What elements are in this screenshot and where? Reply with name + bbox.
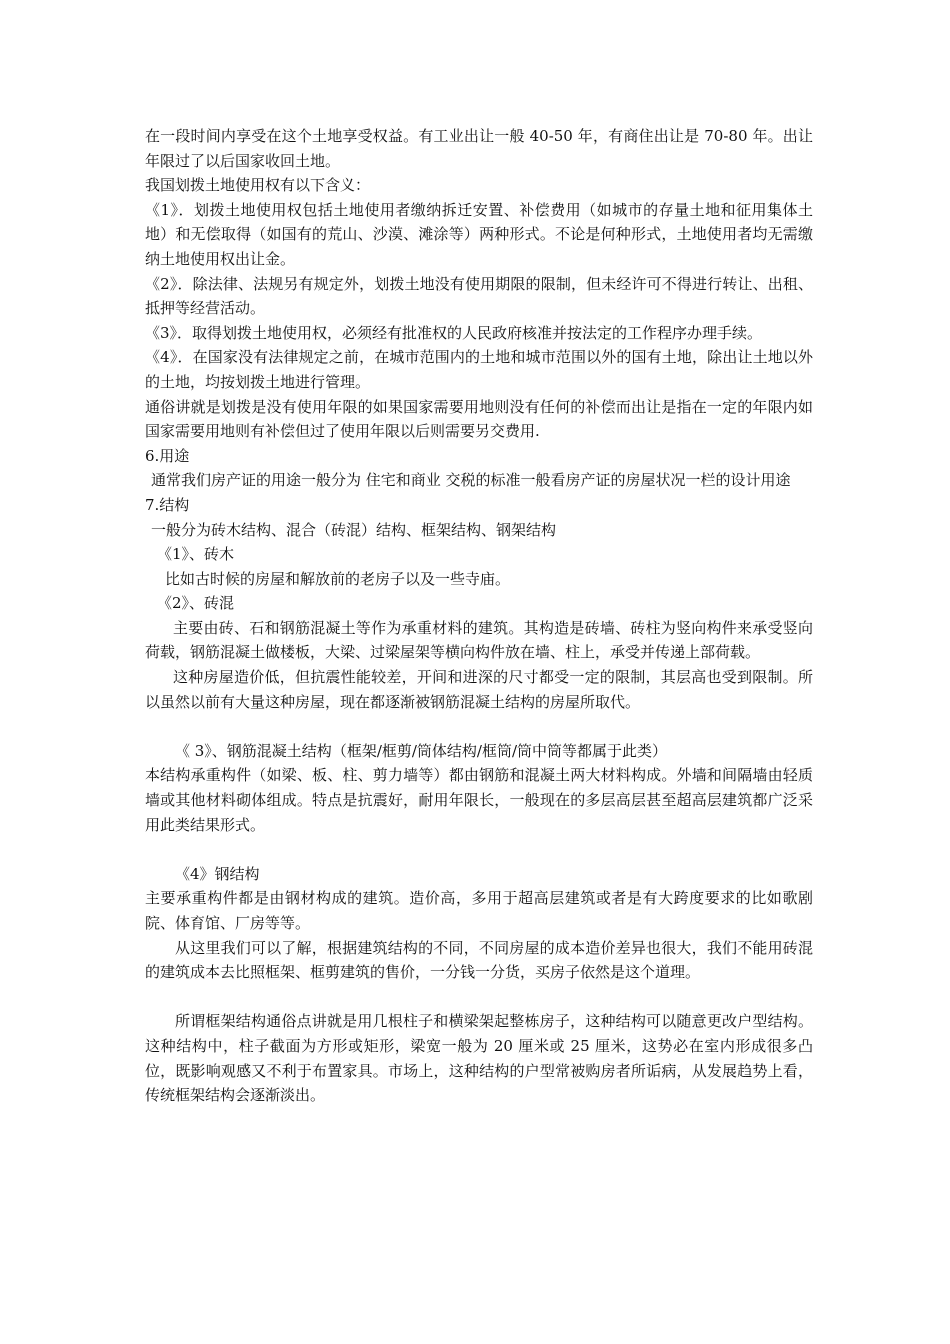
blank-line — [145, 985, 813, 1010]
document-page — [145, 124, 813, 1108]
subheading-brick-concrete: 《2》、砖混 — [157, 594, 235, 613]
paragraph-plain-explanation: 通俗讲就是划拨是没有使用年限的如果国家需要用地则没有任何的补偿而出让是指在一定的年限内如国家需要用地则有补偿但过了使用年限以后则需要另交费用. — [145, 397, 813, 441]
paragraph-frame-structure: 所谓框架结构通俗点讲就是用几根柱子和横梁架起整栋房子，这种结构可以随意更改户型结构。这种结构中，柱子截面为方形或矩形，梁宽一般为 20 厘米或 25 厘米，这势必在室内形成很多凸位，既影响观感又不利于布置家具。市场上，这种结构的户型常被购房者所诟病，从发展趋势上看，传统框架结构会逐渐淡出。 — [145, 1012, 813, 1105]
paragraph-brick-concrete-cost: 这种房屋造价低，但抗震性能较差，开间和进深的尺寸都受一定的限制，其层高也受到限制。所以虽然以前有大量这种房屋，现在都逐渐被钢筋混凝土结构的房屋所取代。 — [145, 668, 813, 711]
blank-line — [145, 837, 813, 862]
section-heading-structure: 7.结构 — [145, 495, 190, 514]
paragraph-reinforced-concrete-body: 本结构承重构件（如梁、板、柱、剪力墙等）都由钢筋和混凝土两大材料构成。外墙和间隔墙由轻质墙或其他材料砌体组成。特点是抗震好，耐用年限长，一般现在的多层高层甚至超高层建筑都广泛采用此类结果形式。 — [145, 766, 813, 834]
section-heading-usage: 6.用途 — [145, 446, 190, 465]
paragraph-cost-comparison: 从这里我们可以了解，根据建筑结构的不同，不同房屋的成本造价差异也很大，我们不能用砖混的建筑成本去比照框架、框剪建筑的售价，一分钱一分货，买房子依然是这个道理。 — [145, 938, 813, 982]
paragraph-allocation-intro: 我国划拨土地使用权有以下含义： — [145, 176, 371, 195]
blank-line — [145, 714, 813, 739]
paragraph-allocation-item-4: 《4》．在国家没有法律规定之前，在城市范围内的土地和城市范围以外的国有土地，除出让土地以外的土地，均按划拨土地进行管理。 — [145, 348, 813, 391]
paragraph-allocation-item-3: 《3》．取得划拨土地使用权，必须经有批准权的人民政府核准并按法定的工作程序办理手续。 — [145, 323, 763, 342]
paragraph-allocation-item-2: 《2》．除法律、法规另有规定外，划拨土地没有使用期限的限制，但未经许可不得进行转让、出租、抵押等经营活动。 — [145, 274, 813, 318]
paragraph-land-transfer-term: 在一段时间内享受在这个土地享受权益。有工业出让一般 40-50 年，有商住出让是 70-80 年。出让年限过了以后国家收回土地。 — [145, 127, 813, 170]
paragraph-brick-wood-body: 比如古时候的房屋和解放前的老房子以及一些寺庙。 — [165, 569, 511, 588]
paragraph-usage-body: 通常我们房产证的用途一般分为 住宅和商业 交税的标准一般看房产证的房屋状况一栏的设计用途 — [151, 471, 791, 490]
paragraph-allocation-item-1: 《1》．划拨土地使用权包括土地使用者缴纳拆迁安置、补偿费用（如城市的存量土地和征用集体土地）和无偿取得（如国有的荒山、沙漠、滩涂等）两种形式。不论是何种形式，土地使用者均无需缴纳土地使用权出让金。 — [145, 200, 813, 268]
paragraph-brick-concrete-body: 主要由砖、石和钢筋混凝土等作为承重材料的建筑。其构造是砖墙、砖柱为竖向构件来承受竖向荷载，钢筋混凝土做楼板，大梁、过梁屋架等横向构件放在墙、柱上，承受并传递上部荷载。 — [145, 618, 813, 662]
subheading-reinforced-concrete: 《 3》、钢筋混凝土结构（框架/框剪/筒体结构/框筒/筒中筒等都属于此类） — [175, 741, 668, 760]
subheading-steel-structure: 《4》钢结构 — [175, 864, 260, 883]
subheading-brick-wood: 《1》、砖木 — [157, 545, 235, 564]
paragraph-structure-types: 一般分为砖木结构、混合（砖混）结构、框架结构、钢架结构 — [151, 520, 557, 539]
paragraph-steel-structure-body: 主要承重构件都是由钢材构成的建筑。造价高，多用于超高层建筑或者是有大跨度要求的比如歌剧院、体育馆、厂房等等。 — [145, 889, 813, 932]
